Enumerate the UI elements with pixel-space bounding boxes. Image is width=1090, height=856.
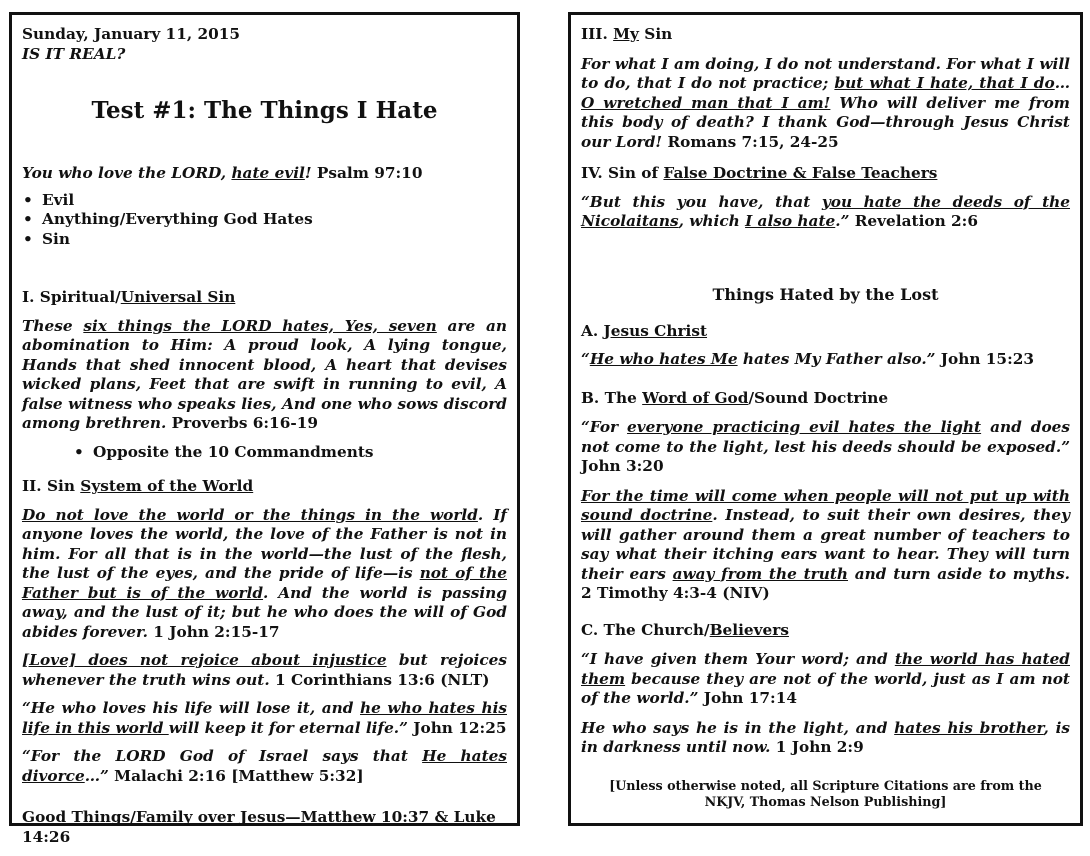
section-heading-3: III. My Sin xyxy=(581,25,673,43)
john-17-passage: “I have given them Your word; and the world has hated them because they are not of the world, just as I am not of the world.” John 17:14 xyxy=(581,650,1070,707)
good-things-line: Good Things/Family over Jesus—Matthew 10:37 & Luke 14:26 xyxy=(22,808,496,846)
citation-footnote: [Unless otherwise noted, all Scripture Citations are from the NKJV, Thomas Nelson Publishing] xyxy=(609,778,1042,809)
john-3-passage: “For everyone practicing evil hates the light and does not come to the light, lest his deeds should be exposed.” John 3:20 xyxy=(581,418,1070,475)
series-title: IS IT REAL? xyxy=(22,44,126,63)
list-item: • Sin xyxy=(23,229,70,248)
right-content xyxy=(581,25,1070,767)
heading-c: C. The Church/Believers xyxy=(581,620,789,639)
sub-list xyxy=(74,442,507,463)
left-content xyxy=(22,25,507,856)
hate-list xyxy=(23,190,507,250)
first-john-passage: Do not love the world or the things in the world. If anyone loves the world, the love of the Father is not in him. For all that is in the world—the lust of the flesh, the lust of the eyes, and the pride of life—is not of the Father but is of the world. And the world is passing away, and the lust of it; but he who does the will of God abides forever. 1 John 2:15-17 xyxy=(22,505,507,641)
section-heading-1: I. Spiritual/Universal Sin xyxy=(22,288,236,306)
section-heading-4: IV. Sin of False Doctrine & False Teachers xyxy=(581,164,938,182)
corinthians-passage: [Love] does not rejoice about injustice but rejoices whenever the truth wins out. 1 Corinthians 13:6 (NLT) xyxy=(22,651,507,689)
heading-b: B. The Word of God/Sound Doctrine xyxy=(581,388,889,407)
list-item: • Anything/Everything God Hates xyxy=(23,210,313,228)
romans-passage: For what I am doing, I do not understand. For what I will to do, that I do not practice; but what I hate, that I do…O wretched man that I am! Who will deliver me from this body of death? I thank God—through Jesus Christ our Lord! Romans 7:15, 24-25 xyxy=(581,54,1070,151)
proverbs-passage: These six things the LORD hates, Yes, seven are an abomination to Him: A proud look, A lying tongue, Hands that shed innocent blood, A heart that devises wicked plans, Feet that are swift in running to evil, A false witness who speaks lies, And one who sows discord among brethren. Proverbs 6:16-19 xyxy=(22,316,507,432)
left-page xyxy=(9,12,520,846)
section-heading-2: II. Sin System of the World xyxy=(22,477,254,495)
date: Sunday, January 11, 2015 xyxy=(22,25,241,43)
john-12-passage: “He who loves his life will lose it, and he who hates his life in this world will keep it for eternal life.” John 12:25 xyxy=(22,699,507,737)
lost-heading: Things Hated by the Lost xyxy=(712,284,939,304)
list-item: • Evil xyxy=(23,190,75,209)
list-item: • Opposite the 10 Commandments xyxy=(74,442,374,461)
first-john-2-passage: He who says he is in the light, and hates his brother, is in darkness until now. 1 John 2:9 xyxy=(581,718,1071,756)
timothy-passage: For the time will come when people will not put up with sound doctrine. Instead, to suit their own desires, they will gather around them a great number of teachers to say what their itching ears want to hear. They will turn their ears away from the truth and turn aside to myths. 2 Timothy 4:3-4 (NIV) xyxy=(581,486,1070,602)
page-title: Test #1: The Things I Hate xyxy=(91,97,438,124)
right-page xyxy=(568,12,1083,826)
malachi-passage: “For the LORD God of Israel says that He hates divorce…” Malachi 2:16 [Matthew 5:32] xyxy=(22,747,507,785)
psalm-verse: You who love the LORD, hate evil! Psalm 97:10 xyxy=(22,164,423,182)
revelation-passage: “But this you have, that you hate the deeds of the Nicolaitans, which I also hate.” Revelation 2:6 xyxy=(581,192,1070,230)
heading-a: A. Jesus Christ xyxy=(581,321,708,340)
john-15-passage: “He who hates Me hates My Father also.” John 15:23 xyxy=(581,350,1035,368)
